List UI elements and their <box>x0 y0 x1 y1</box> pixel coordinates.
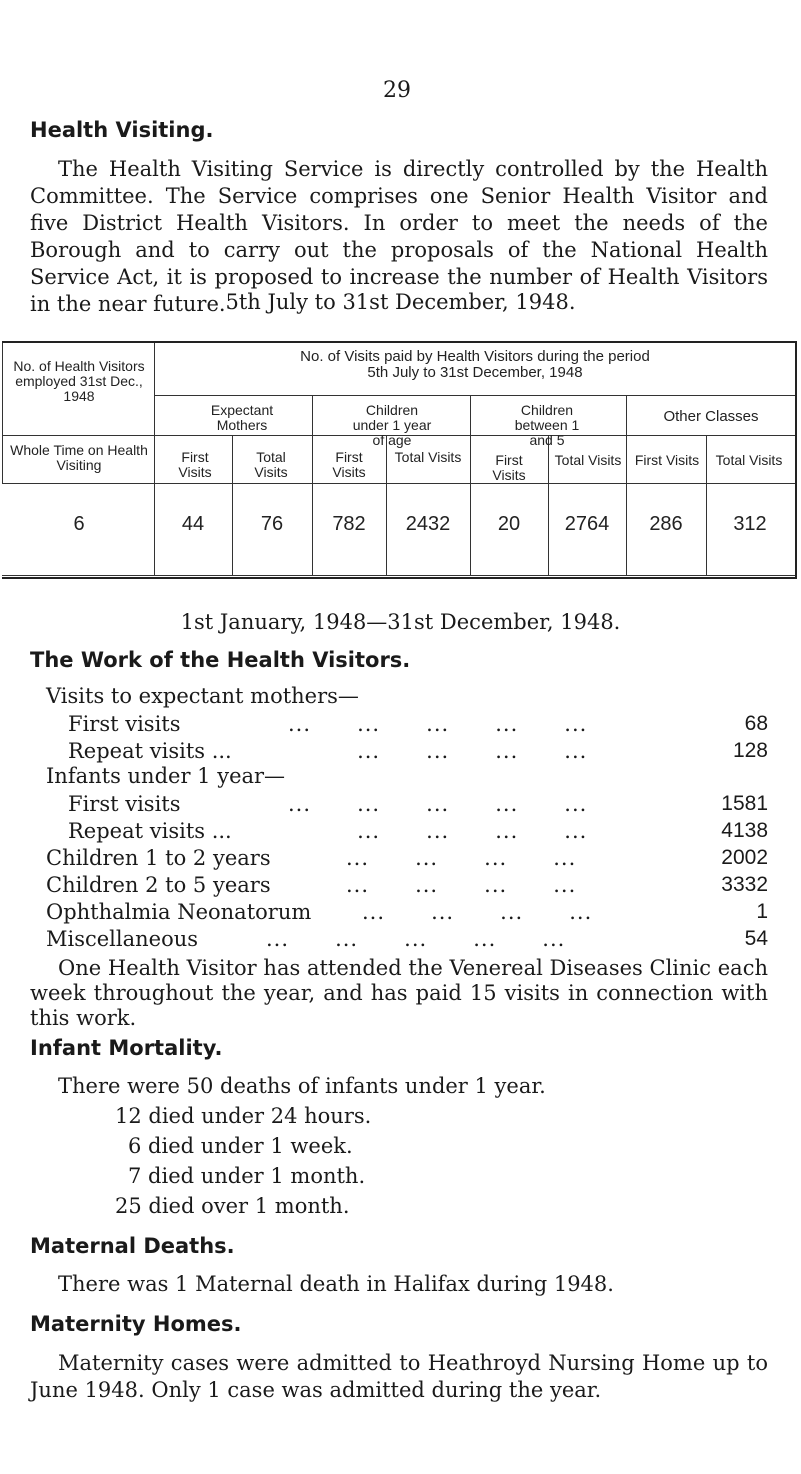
list-item: First visits ... ... ... ... ... 68 <box>68 712 768 736</box>
first-visits-3: First Visits <box>492 452 526 483</box>
mortality-line: 12 died under 24 hours. <box>115 1104 372 1128</box>
work-period: 1st January, 1948—31st December, 1948. <box>180 610 621 634</box>
list-item: Repeat visits ... ... ... ... ... 128 <box>68 739 768 763</box>
infants-label: Infants under 1 year— <box>46 764 286 788</box>
period-heading: 5th July to 31st December, 1948. <box>225 290 576 314</box>
maternal-deaths-heading: Maternal Deaths. <box>30 1234 235 1258</box>
value-under1-first: 782 <box>332 513 366 535</box>
list-item: Ophthalmia Neonatorum ... ... ... ... 1 <box>46 900 768 924</box>
group-children-1-to-5: Children between 1 and 5 <box>514 402 580 448</box>
col-header-visitors: No. of Health Visitors employed 31st Dec., 1948 <box>13 358 145 404</box>
value-visitors: 6 <box>73 513 85 535</box>
group-children-under-1: Children under 1 year of age <box>352 402 432 448</box>
total-visits-1: Total Visits <box>254 449 288 480</box>
group-expectant-mothers: Expectant Mothers <box>210 402 274 433</box>
mortality-line: 7 died under 1 month. <box>128 1164 366 1188</box>
expectant-mothers-label: Visits to expectant mothers— <box>46 684 359 708</box>
first-visits-2: First Visits <box>332 449 366 480</box>
mortality-line: 25 died over 1 month. <box>115 1194 350 1218</box>
list-item: First visits ... ... ... ... ... 1581 <box>68 792 768 816</box>
venereal-paragraph: One Health Visitor has attended the Venereal Diseases Clinic each week throughout the year, and has paid 15 visits in connection with this work. <box>30 956 768 1030</box>
infant-mortality-heading: Infant Mortality. <box>30 1036 223 1060</box>
total-visits-2: Total Visits <box>394 449 462 465</box>
value-under1-total: 2432 <box>405 513 451 535</box>
main-header-line1: No. of Visits paid by Health Visitors during the period <box>300 348 650 365</box>
value-1to5-total: 2764 <box>564 513 610 535</box>
value-other-first: 286 <box>649 513 683 535</box>
maternity-homes-heading: Maternity Homes. <box>30 1312 242 1336</box>
health-visiting-paragraph: The Health Visiting Service is directly controlled by the Health Committee. The Service comprises one Senior Health Visitor and five District Health Visitors. In order to meet the needs of the Borough and to carry out the proposals of the National Health Service Act, it is proposed to increase the number of Health Visitors in the near future. <box>30 157 768 316</box>
visits-table <box>2 341 797 579</box>
total-visits-4: Total Visits <box>715 452 783 468</box>
list-item: Miscellaneous ... ... ... ... ... 54 <box>46 927 768 951</box>
maternity-homes-text: Maternity cases were admitted to Heathroyd Nursing Home up to June 1948. Only 1 case was admitted during the year. <box>30 1351 768 1402</box>
col-subheader-whole-time: Whole Time on Health Visiting <box>10 442 148 473</box>
first-visits-4: First Visits <box>634 452 700 468</box>
value-expectant-first: 44 <box>181 513 205 535</box>
list-item: Children 1 to 2 years ... ... ... ... 2002 <box>46 846 768 870</box>
infant-mortality-intro: There were 50 deaths of infants under 1 year. <box>58 1074 546 1098</box>
first-visits-1: First Visits <box>178 449 212 480</box>
list-item: Children 2 to 5 years ... ... ... ... 3332 <box>46 873 768 897</box>
total-visits-3: Total Visits <box>554 452 622 468</box>
group-other-classes: Other Classes <box>663 408 759 425</box>
maternal-deaths-text: There was 1 Maternal death in Halifax during 1948. <box>58 1272 614 1296</box>
health-visiting-heading: Health Visiting. <box>30 118 214 142</box>
work-heading: The Work of the Health Visitors. <box>30 648 411 672</box>
main-header-line2: 5th July to 31st December, 1948 <box>367 364 583 381</box>
value-other-total: 312 <box>733 513 767 535</box>
list-item: Repeat visits ... ... ... ... ... 4138 <box>68 819 768 843</box>
mortality-line: 6 died under 1 week. <box>128 1134 353 1158</box>
page-number: 29 <box>383 78 411 103</box>
value-1to5-first: 20 <box>497 513 521 535</box>
value-expectant-total: 76 <box>260 513 284 535</box>
